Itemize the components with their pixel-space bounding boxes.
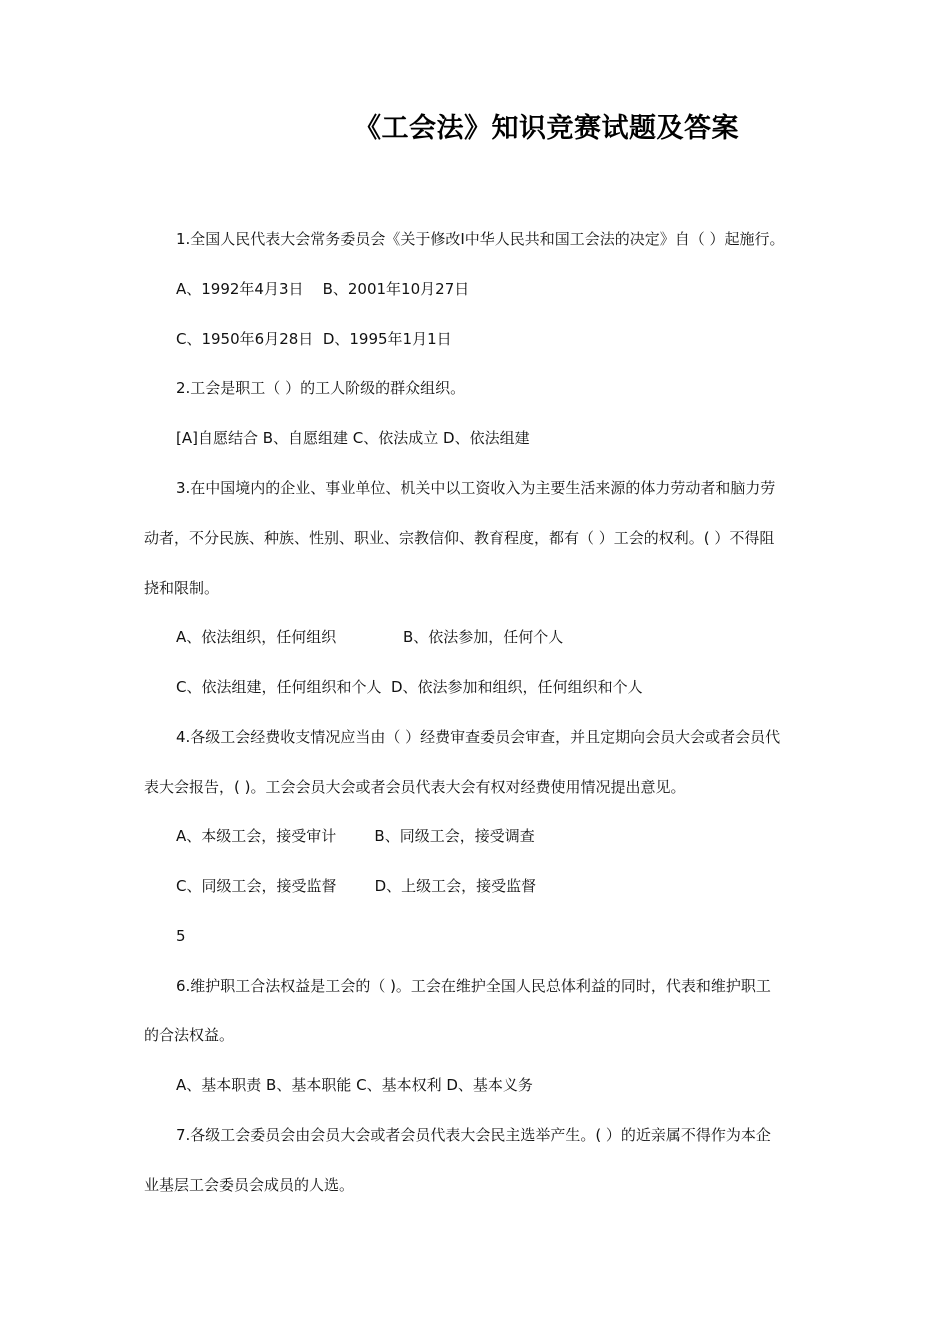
question-7-text-line-1: 7.各级工会委员会由会员大会或者会员代表大会民主选举产生。( ）的近亲属不得作为本企 <box>176 1126 771 1144</box>
question-2-text: 2.工会是职工（ ）的工人阶级的群众组织。 <box>176 379 466 397</box>
question-4-text-line-1: 4.各级工会经费收支情况应当由（ ）经费审查委员会审查，并且定期向会员大会或者会员代 <box>176 728 781 746</box>
question-6-text-line-2: 的合法权益。 <box>144 1026 235 1044</box>
question-4-options-ab: A、本级工会，接受审计 B、同级工会，接受调查 <box>176 827 535 845</box>
question-7-text-line-2: 业基层工会委员会成员的人选。 <box>144 1176 355 1194</box>
question-6-options: A、基本职责 B、基本职能 C、基本权利 D、基本义务 <box>176 1076 533 1094</box>
document-title: 《工会法》知识竞赛试题及答案 <box>354 113 739 144</box>
question-3-text-line-3: 挠和限制。 <box>144 579 220 597</box>
question-1-text: 1.全国人民代表大会常务委员会《关于修改I中华人民共和国工会法的决定》自（ ）起施行。 <box>176 230 785 248</box>
question-6-text-line-1: 6.维护职工合法权益是工会的（ )。工会在维护全国人民总体利益的同时，代表和维护职工 <box>176 977 771 995</box>
question-3-options-ab: A、依法组织，任何组织 B、依法参加，任何个人 <box>176 628 564 646</box>
question-4-text-line-2: 表大会报告，( )。工会会员大会或者会员代表大会有权对经费使用情况提出意见。 <box>144 778 686 796</box>
question-4-options-cd: C、同级工会，接受监督 D、上级工会，接受监督 <box>176 877 537 895</box>
question-3-text-line-1: 3.在中国境内的企业、事业单位、机关中以工资收入为主要生活来源的体力劳动者和脑力劳 <box>176 479 776 497</box>
question-3-options-cd: C、依法组建，任何组织和个人 D、依法参加和组织，任何组织和个人 <box>176 678 643 696</box>
question-1-options-cd: C、1950年6月28日 D、1995年1月1日 <box>176 330 452 348</box>
question-2-options: [A]自愿结合 B、自愿组建 C、依法成立 D、依法组建 <box>176 429 530 447</box>
question-5-number: 5 <box>176 927 186 945</box>
question-1-options-ab: A、1992年4月3日 B、2001年10月27日 <box>176 280 470 298</box>
question-3-text-line-2: 动者，不分民族、种族、性别、职业、宗教信仰、教育程度，都有（ ）工会的权利。( ）不得阻 <box>144 529 775 547</box>
